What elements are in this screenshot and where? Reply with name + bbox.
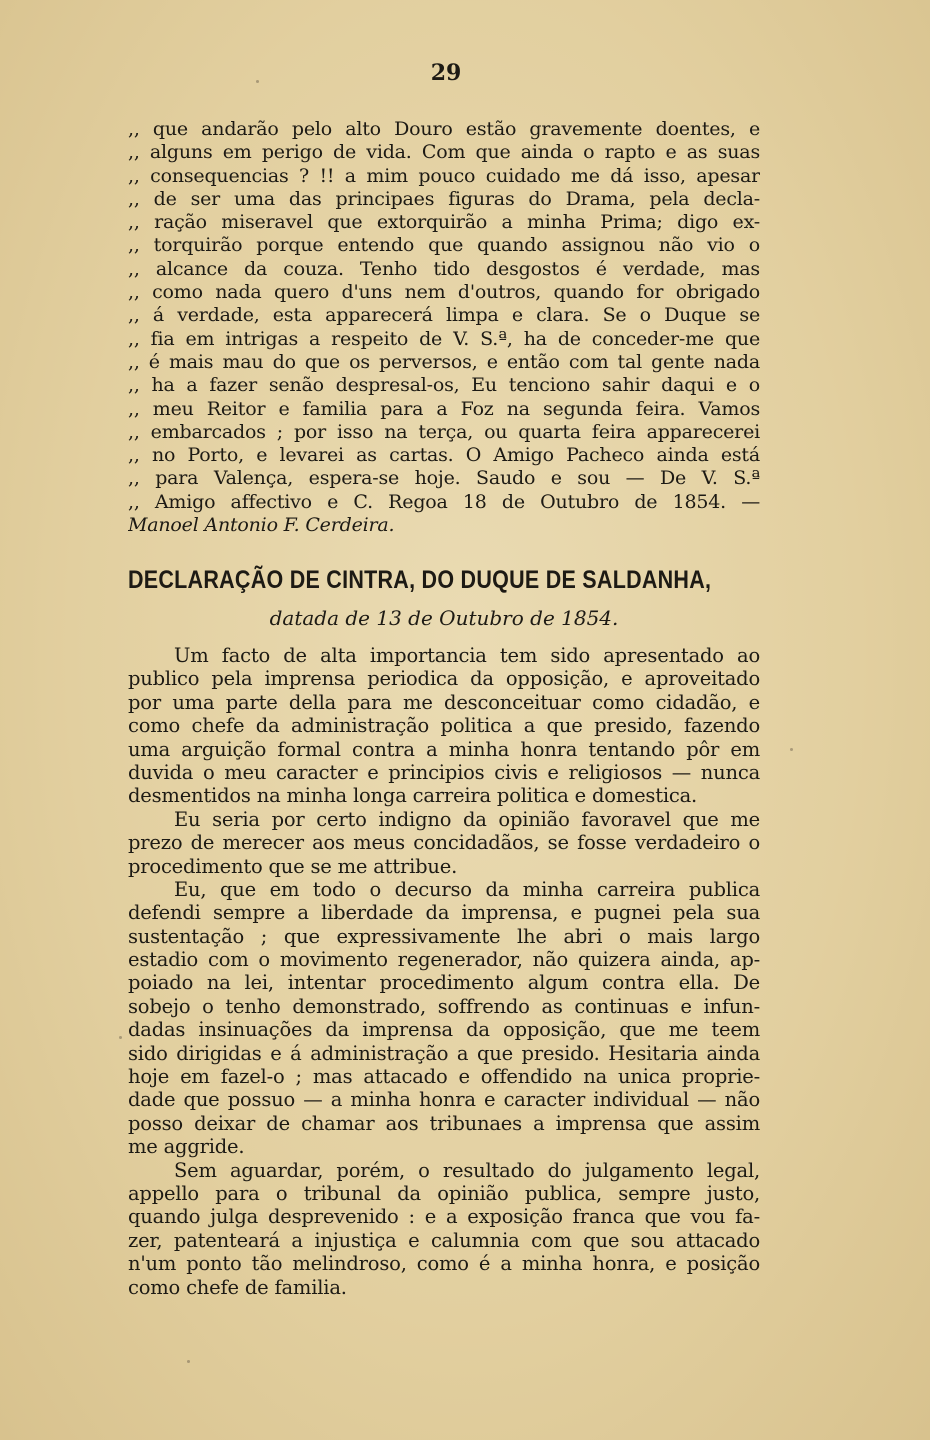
letter-line: ,, á verdade, esta apparecerá limpa e clara. Se o Duque se: [128, 304, 760, 327]
letter-line: ,, para Valença, espera-se hoje. Saudo e sou — De V. S.ª: [128, 467, 760, 490]
text-line: posso deixar de chamar aos tribunaes a imprensa que assim: [128, 1111, 760, 1135]
letter-line: ,, é mais mau do que os perversos, e então com tal gente nada: [128, 350, 760, 373]
letter-line: ,, consequencias ? !! a mim pouco cuidado me dá isso, apesar: [128, 164, 760, 187]
text-line: estadio com o movimento regenerador, não quizera ainda, ap-: [128, 948, 760, 972]
text-line: uma arguição formal contra a minha honra tentando pôr em: [128, 737, 760, 761]
paragraph: [128, 808, 760, 878]
paper-speck: [256, 80, 259, 83]
text-line: dade que possuo — a minha honra e caracter individual — não: [128, 1088, 760, 1112]
text-line: sobejo o tenho demonstrado, soffrendo as continuas e infun-: [128, 994, 760, 1018]
page-number: 29: [430, 60, 462, 86]
text-line: n'um ponto tão melindroso, como é a minha honra, e posição: [128, 1252, 760, 1276]
text-line: poiado na lei, intentar procedimento algum contra ella. De: [128, 971, 760, 995]
text-line: hoje em fazel-o ; mas attacado e offendido na unica proprie-: [128, 1065, 760, 1089]
paragraph: [128, 644, 760, 808]
letter-line: ,, embarcados ; por isso na terça, ou quarta feira apparecerei: [128, 420, 760, 443]
paragraph: [128, 878, 760, 1159]
paper-speck: [790, 748, 793, 751]
letter-line: Manoel Antonio F. Cerdeira.: [128, 514, 395, 537]
letter-line: ,, que andarão pelo alto Douro estão gravemente doentes, e: [128, 118, 760, 140]
text-line: Um facto de alta importancia tem sido apresentado ao: [174, 644, 760, 667]
text-line: Sem aguardar, porém, o resultado do julgamento legal,: [174, 1158, 760, 1182]
text-line: Eu, que em todo o decurso da minha carreira publica: [174, 877, 760, 901]
text-line: publico pela imprensa periodica da opposição, e aproveitado: [128, 667, 760, 691]
letter-line: ,, alcance da couza. Tenho tido desgostos é verdade, mas: [128, 257, 760, 280]
text-line: quando julga desprevenido : e a exposição franca que vou fa-: [128, 1205, 760, 1229]
letter-line: ,, de ser uma das principaes figuras do Drama, pela decla-: [128, 187, 760, 210]
letter-line: ,, como nada quero d'uns nem d'outros, quando for obrigado: [128, 281, 760, 304]
text-line: me aggride.: [128, 1135, 245, 1159]
text-line: Eu seria por certo indigno da opinião favoravel que me: [174, 807, 760, 831]
text-line: appello para o tribunal da opinião publica, sempre justo,: [128, 1181, 760, 1205]
paragraph: [128, 1159, 760, 1299]
letter-line: ,, no Porto, e levarei as cartas. O Amigo Pacheco ainda está: [128, 444, 760, 467]
section-heading: DECLARAÇÃO DE CINTRA, DO DUQUE DE SALDANHA,: [128, 566, 712, 594]
text-line: prezo de merecer aos meus concidadãos, se fosse verdadeiro o: [128, 831, 760, 855]
letter-line: ,, ração miseravel que extorquirão a minha Prima; digo ex-: [128, 211, 760, 234]
letter-line: ,, alguns em perigo de vida. Com que ainda o rapto e as suas: [128, 141, 760, 164]
paper-speck: [187, 1360, 190, 1363]
text-line: desmentidos na minha longa carreira politica e domestica.: [128, 784, 698, 808]
text-line: dadas insinuações da imprensa da opposição, que me teem: [128, 1018, 760, 1042]
text-line: procedimento que se me attribue.: [128, 854, 458, 878]
declaration-body: [128, 644, 760, 1299]
text-line: por uma parte della para me desconceituar como cidadão, e: [128, 690, 760, 714]
text-line: como chefe da administração politica a que presido, fazendo: [128, 714, 760, 738]
letter-line: ,, torquirão porque entendo que quando assignou não vio o: [128, 234, 760, 257]
letter-excerpt: [128, 118, 760, 537]
section-subheading: datada de 13 de Outubro de 1854.: [269, 606, 619, 630]
text-line: sustentação ; que expressivamente lhe abri o mais largo: [128, 924, 760, 948]
text-line: sido dirigidas e á administração a que presido. Hesitaria ainda: [128, 1041, 760, 1065]
text-line: zer, patenteará a injustiça e calumnia com que sou attacado: [128, 1228, 760, 1252]
letter-line: ,, fia em intrigas a respeito de V. S.ª, ha de conceder-me que: [128, 327, 760, 350]
text-line: duvida o meu caracter e principios civis e religiosos — nunca: [128, 760, 760, 784]
text-line: defendi sempre a liberdade da imprensa, e pugnei pela sua: [128, 901, 760, 925]
text-line: como chefe de familia.: [128, 1275, 347, 1299]
letter-line: ,, meu Reitor e familia para a Foz na segunda feira. Vamos: [128, 397, 760, 420]
letter-line: ,, ha a fazer senão despresal-os, Eu tenciono sahir daqui e o: [128, 374, 760, 397]
letter-line: ,, Amigo affectivo e C. Regoa 18 de Outubro de 1854. —: [128, 490, 760, 513]
paper-speck: [119, 1036, 122, 1039]
